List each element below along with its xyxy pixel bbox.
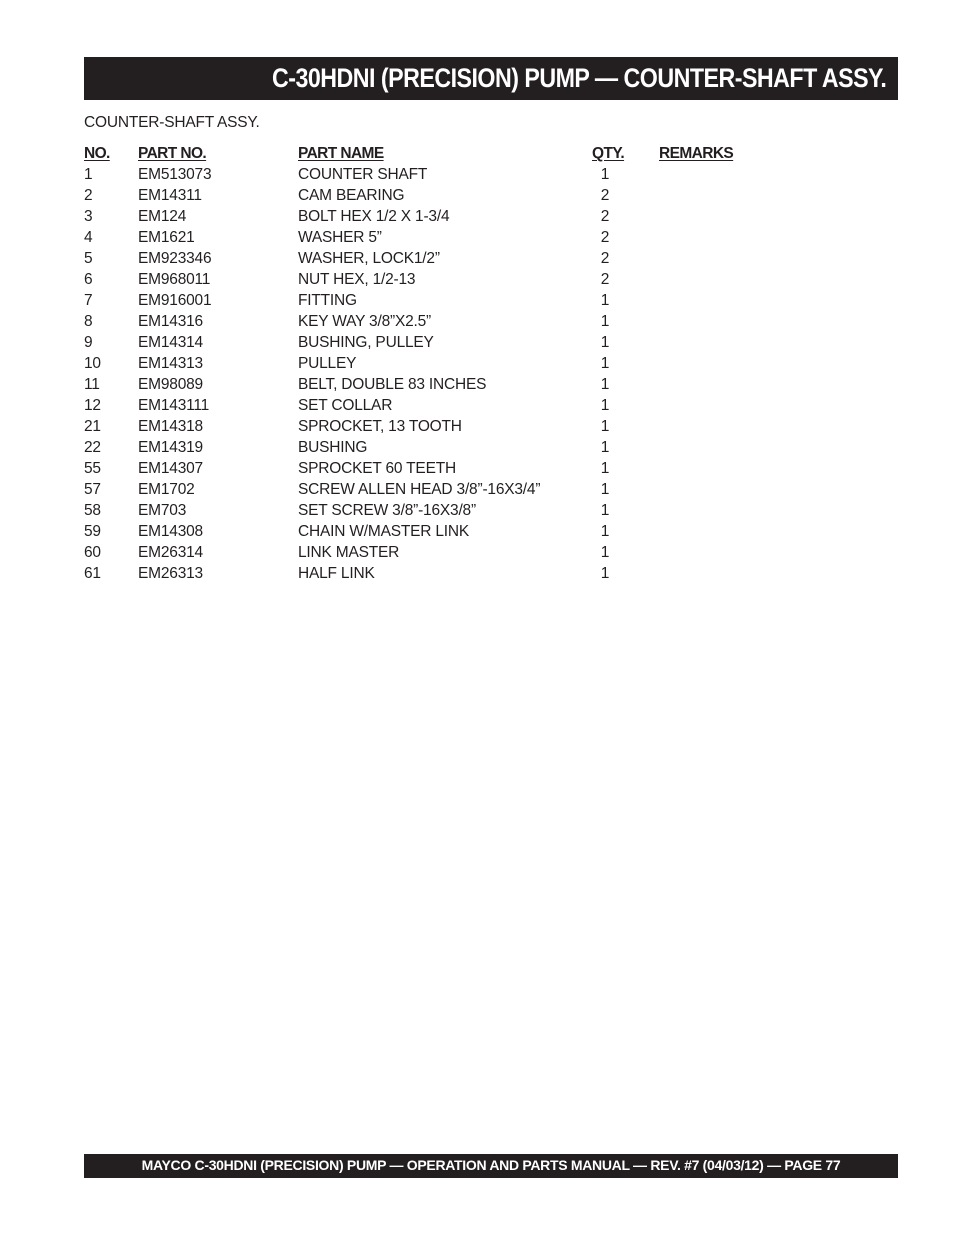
cell-part-name: HALF LINK (298, 565, 375, 582)
cell-part-no: EM14313 (138, 355, 203, 372)
table-header-row (84, 143, 784, 164)
page-title-bar (84, 57, 898, 100)
table-row (84, 227, 784, 248)
cell-no: 22 (84, 439, 101, 456)
cell-no: 57 (84, 481, 101, 498)
cell-no: 59 (84, 523, 101, 540)
cell-qty: 2 (600, 271, 610, 288)
cell-part-name: BELT, DOUBLE 83 INCHES (298, 376, 487, 393)
cell-qty: 1 (600, 439, 610, 456)
cell-no: 7 (84, 292, 93, 309)
cell-part-name: BOLT HEX 1/2 X 1-3/4 (298, 208, 450, 225)
table-row (84, 311, 784, 332)
cell-part-no: EM513073 (138, 166, 212, 183)
cell-part-no: EM124 (138, 208, 187, 225)
cell-qty: 1 (600, 397, 610, 414)
cell-no: 1 (84, 166, 93, 183)
cell-qty: 1 (600, 313, 610, 330)
cell-qty: 2 (600, 208, 610, 225)
cell-part-name: LINK MASTER (298, 544, 400, 561)
cell-no: 58 (84, 502, 101, 519)
cell-no: 2 (84, 187, 93, 204)
page-footer: MAYCO C-30HDNI (PRECISION) PUMP — OPERATION AND PARTS MANUAL — REV. #7 (04/03/12) — PAGE 77 (141, 1157, 841, 1173)
cell-qty: 1 (600, 565, 610, 582)
cell-part-name: SPROCKET, 13 TOOTH (298, 418, 462, 435)
cell-part-name: SET SCREW 3/8”-16X3/8” (298, 502, 476, 519)
cell-part-no: EM916001 (138, 292, 212, 309)
table-row (84, 290, 784, 311)
cell-part-name: NUT HEX, 1/2-13 (298, 271, 416, 288)
cell-no: 9 (84, 334, 93, 351)
cell-part-no: EM703 (138, 502, 187, 519)
column-header-qty: QTY. (592, 145, 625, 162)
cell-qty: 2 (600, 229, 610, 246)
cell-part-name: CAM BEARING (298, 187, 405, 204)
cell-no: 61 (84, 565, 101, 582)
cell-part-no: EM26313 (138, 565, 203, 582)
cell-part-name: WASHER 5” (298, 229, 382, 246)
column-header-no: NO. (84, 145, 110, 162)
cell-no: 10 (84, 355, 101, 372)
cell-part-no: EM26314 (138, 544, 203, 561)
table-body (84, 164, 784, 584)
table-row (84, 248, 784, 269)
cell-part-no: EM923346 (138, 250, 212, 267)
cell-qty: 1 (600, 460, 610, 477)
table-row (84, 479, 784, 500)
table-row (84, 563, 784, 584)
table-row (84, 458, 784, 479)
cell-part-name: FITTING (298, 292, 357, 309)
table-row (84, 164, 784, 185)
cell-part-no: EM14308 (138, 523, 203, 540)
cell-part-no: EM968011 (138, 271, 211, 288)
cell-no: 8 (84, 313, 93, 330)
cell-qty: 1 (600, 292, 610, 309)
parts-table (84, 143, 784, 584)
cell-part-no: EM14311 (138, 187, 202, 204)
table-row (84, 416, 784, 437)
cell-part-name: WASHER, LOCK1/2” (298, 250, 440, 267)
cell-qty: 2 (600, 250, 610, 267)
table-row (84, 437, 784, 458)
cell-part-no: EM14318 (138, 418, 203, 435)
cell-part-no: EM14319 (138, 439, 203, 456)
cell-part-name: COUNTER SHAFT (298, 166, 428, 183)
cell-part-name: KEY WAY 3/8”X2.5” (298, 313, 432, 330)
cell-part-name: SET COLLAR (298, 397, 393, 414)
cell-no: 4 (84, 229, 93, 246)
cell-qty: 1 (600, 418, 610, 435)
cell-no: 55 (84, 460, 101, 477)
cell-part-no: EM98089 (138, 376, 203, 393)
page-title: C-30HDNI (PRECISION) PUMP — COUNTER-SHAFT ASSY. (271, 63, 886, 93)
cell-part-no: EM14314 (138, 334, 203, 351)
cell-no: 6 (84, 271, 93, 288)
cell-part-name: BUSHING (298, 439, 368, 456)
cell-qty: 1 (600, 481, 610, 498)
section-label: COUNTER-SHAFT ASSY. (84, 114, 260, 131)
cell-part-no: EM1702 (138, 481, 195, 498)
cell-no: 11 (84, 376, 100, 393)
cell-qty: 1 (600, 334, 610, 351)
table-row (84, 332, 784, 353)
cell-no: 21 (84, 418, 101, 435)
column-header-part-no: PART NO. (138, 145, 207, 162)
cell-no: 12 (84, 397, 101, 414)
cell-part-no: EM143111 (138, 397, 210, 414)
cell-qty: 1 (600, 166, 610, 183)
table-row (84, 542, 784, 563)
page-footer-bar (84, 1154, 898, 1178)
table-row (84, 500, 784, 521)
cell-part-name: PULLEY (298, 355, 357, 372)
table-row (84, 395, 784, 416)
cell-part-no: EM14307 (138, 460, 203, 477)
column-header-remarks: REMARKS (659, 145, 734, 162)
cell-part-name: SCREW ALLEN HEAD 3/8”-16X3/4” (298, 481, 541, 498)
cell-part-name: SPROCKET 60 TEETH (298, 460, 456, 477)
table-row (84, 374, 784, 395)
cell-no: 60 (84, 544, 101, 561)
cell-no: 3 (84, 208, 93, 225)
table-row (84, 521, 784, 542)
cell-qty: 1 (600, 523, 610, 540)
cell-part-name: CHAIN W/MASTER LINK (298, 523, 470, 540)
cell-part-no: EM1621 (138, 229, 195, 246)
cell-part-name: BUSHING, PULLEY (298, 334, 434, 351)
table-row (84, 206, 784, 227)
cell-qty: 1 (600, 376, 610, 393)
cell-qty: 1 (600, 355, 610, 372)
table-row (84, 269, 784, 290)
column-header-part-name: PART NAME (298, 145, 384, 162)
cell-qty: 1 (600, 544, 610, 561)
table-row (84, 353, 784, 374)
cell-no: 5 (84, 250, 93, 267)
table-row (84, 185, 784, 206)
cell-qty: 1 (600, 502, 610, 519)
cell-part-no: EM14316 (138, 313, 203, 330)
cell-qty: 2 (600, 187, 610, 204)
